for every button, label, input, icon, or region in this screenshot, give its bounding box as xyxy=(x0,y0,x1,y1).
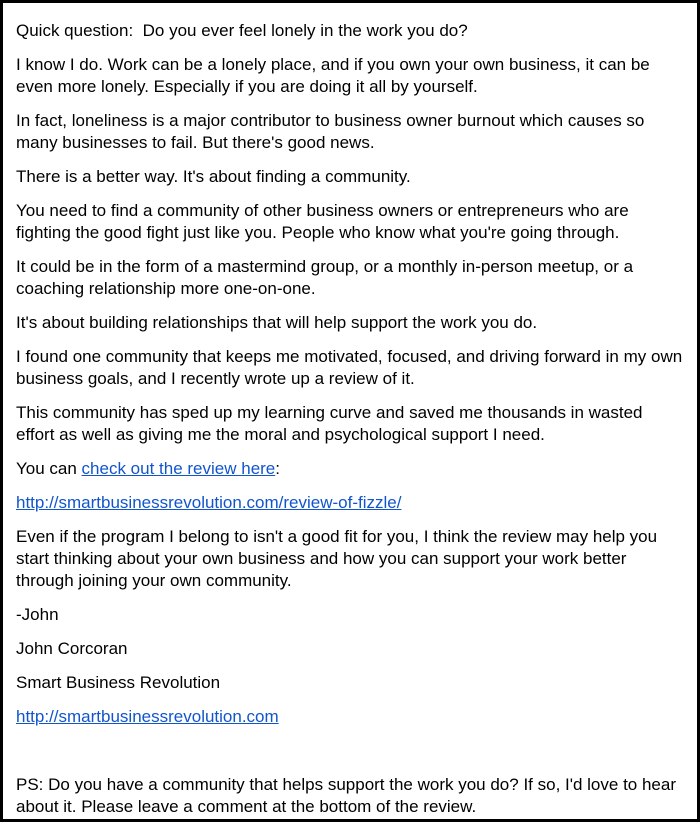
text-run: Quick question: Do you ever feel lonely in the work you do? xyxy=(16,21,468,40)
paragraph xyxy=(16,604,683,626)
paragraph xyxy=(16,638,683,660)
paragraph xyxy=(16,110,683,154)
paragraph xyxy=(16,774,683,818)
text-run: John Corcoran xyxy=(16,639,128,658)
text-run: Smart Business Revolution xyxy=(16,673,221,692)
text-run: It's about building relationships that will help support the work you do. xyxy=(16,313,538,332)
paragraph xyxy=(16,492,683,514)
text-run: In fact, loneliness is a major contributor to business owner burnout which causes so many businesses to fail. But there's good news. xyxy=(16,111,650,152)
text-run: You need to find a community of other business owners or entrepreneurs who are fighting the good fight just like you. People who know what you're going through. xyxy=(16,201,634,242)
text-run: Even if the program I belong to isn't a good fit for you, I think the review may help you start thinking about your own business and how you can support your work better through joining your own community. xyxy=(16,527,662,590)
paragraph xyxy=(16,346,687,390)
paragraph xyxy=(16,256,683,300)
paragraph xyxy=(16,20,683,42)
text-run: You can xyxy=(16,459,82,478)
text-run: I found one community that keeps me motivated, focused, and driving forward in my own business goals, and I recently wrote up a review of it. xyxy=(16,347,687,388)
email-body xyxy=(16,20,687,818)
check-out-review-link[interactable]: check out the review here xyxy=(81,459,276,478)
text-run: This community has sped up my learning curve and saved me thousands in wasted effort as well as giving me the moral and psychological support I need. xyxy=(16,403,648,444)
paragraph xyxy=(16,54,683,98)
paragraph xyxy=(16,166,683,188)
paragraph xyxy=(16,672,683,694)
paragraph-spacer xyxy=(16,740,683,762)
text-run: : xyxy=(275,459,280,478)
paragraph xyxy=(16,402,683,446)
paragraph xyxy=(16,312,683,334)
review-url-link[interactable]: http://smartbusinessrevolution.com/review-of-fizzle/ xyxy=(16,493,402,512)
paragraph xyxy=(16,200,683,244)
paragraph xyxy=(16,526,683,592)
text-run: There is a better way. It's about finding a community. xyxy=(16,167,411,186)
text-run: It could be in the form of a mastermind group, or a monthly in-person meetup, or a coaching relationship more one-on-one. xyxy=(16,257,638,298)
paragraph xyxy=(16,706,683,728)
text-run: I know I do. Work can be a lonely place, and if you own your own business, it can be even more lonely. Especially if you are doing it all by yourself. xyxy=(16,55,655,96)
text-run: -John xyxy=(16,605,59,624)
paragraph xyxy=(16,458,683,480)
text-run: PS: Do you have a community that helps support the work you do? If so, I'd love to hear about it. Please leave a comment at the bottom of the review. xyxy=(16,775,681,816)
website-url-link[interactable]: http://smartbusinessrevolution.com xyxy=(16,707,279,726)
